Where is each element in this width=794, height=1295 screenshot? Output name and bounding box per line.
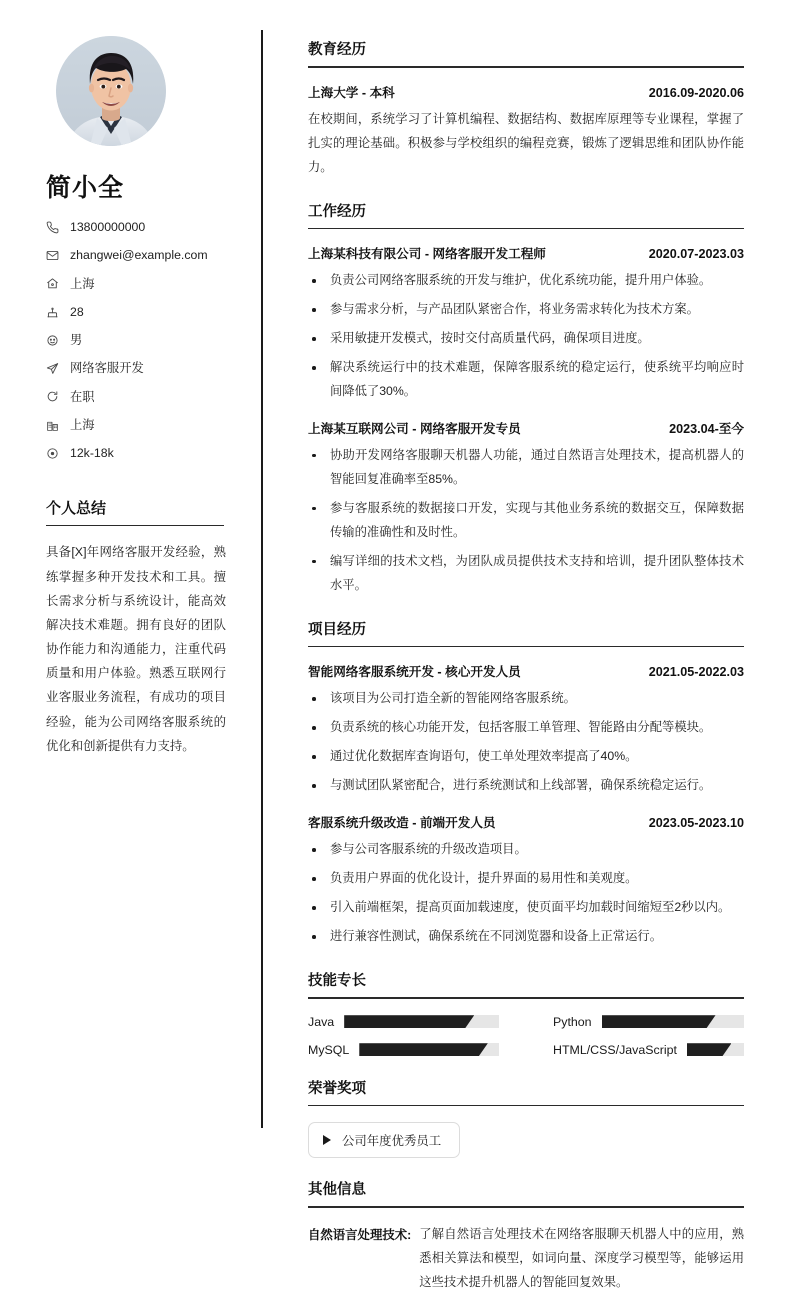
summary-body: 具备[X]年网络客服开发经验，熟练掌握多种开发技术和工具。擅长需求分析与系统设计，能高效解决技术难题。拥有良好的团队协作能力和沟通能力，注重代码质量和用户体验。熟悉互联网行业客服业务流程，有成功的项目经验，能为公司网络客服系统的优化和创新提供有力支持。 (46, 545, 226, 753)
contact-item-status (44, 390, 240, 405)
skill-bar-fill (602, 1015, 716, 1028)
avatar (56, 36, 166, 146)
summary-rule (46, 525, 224, 527)
contact-value: 男 (70, 333, 83, 347)
person-name: 简小全 (46, 174, 125, 202)
contact-item-city (44, 418, 240, 433)
education-heading: 教育经历 (308, 42, 366, 58)
education-rule (308, 66, 744, 68)
skill-name: Java (308, 1014, 335, 1029)
projects-section (308, 618, 744, 949)
skill-bar-track (359, 1043, 499, 1056)
entry-title: 上海某科技有限公司 - 网络客服开发工程师 (308, 247, 546, 262)
skill-bar-fill (359, 1043, 488, 1056)
bullet-list (308, 838, 744, 949)
bullet-item: 负责公司网络客服系统的开发与维护，优化系统功能，提升用户体验。 (308, 269, 744, 293)
projects-heading: 项目经历 (308, 621, 366, 638)
cake-icon (44, 306, 61, 319)
contact-item-hometown (44, 277, 240, 292)
bullet-list (308, 687, 744, 798)
bullet-item: 参与客服系统的数据接口开发，实现与其他业务系统的数据交互，保障数据传输的准确性和及时性。 (308, 497, 744, 545)
skill-row (308, 1043, 499, 1057)
summary-heading: 个人总结 (46, 499, 107, 517)
column-divider (261, 30, 263, 1128)
summary-section (44, 497, 240, 758)
target-icon (44, 447, 61, 460)
contact-item-gender (44, 333, 240, 348)
entry-date: 2023.04-至今 (669, 421, 744, 436)
building-icon (44, 419, 61, 432)
education-entry (308, 82, 744, 180)
entry-header (308, 812, 744, 831)
contact-item-job-target (44, 361, 240, 376)
contact-item-salary (44, 446, 240, 461)
awards-list (308, 1122, 744, 1158)
entry-header (308, 243, 744, 262)
avatar-photo (56, 36, 166, 146)
work-section (308, 200, 744, 598)
other-info-section (308, 1178, 744, 1295)
skills-heading: 技能专长 (308, 973, 366, 990)
skill-bar-track (344, 1015, 499, 1028)
phone-icon (44, 221, 61, 234)
entry-date: 2021.05-2022.03 (648, 665, 744, 680)
skill-name: Python (553, 1014, 592, 1029)
bullet-item: 参与需求分析，与产品团队紧密合作，将业务需求转化为技术方案。 (308, 298, 744, 322)
paper-plane-icon (44, 362, 61, 375)
sidebar (0, 0, 262, 1166)
work-heading: 工作经历 (308, 203, 366, 220)
skill-row (553, 1043, 744, 1057)
skills-section (308, 969, 744, 1057)
entry-title: 客服系统升级改造 - 前端开发人员 (308, 816, 496, 831)
contact-value: 13800000000 (70, 220, 146, 234)
entry-date: 2020.07-2023.03 (648, 247, 744, 262)
other-info-label: 自然语言处理技术: (308, 1227, 412, 1242)
project-entry (308, 661, 744, 798)
skill-bar-track (602, 1015, 744, 1028)
bullet-item: 编写详细的技术文档，为团队成员提供技术支持和培训，提升团队整体技术水平。 (308, 550, 744, 598)
bullet-item: 进行兼容性测试，确保系统在不同浏览器和设备上正常运行。 (308, 925, 744, 949)
envelope-icon (44, 249, 61, 262)
other-info-rule (308, 1206, 744, 1208)
skill-bar-fill (687, 1043, 732, 1056)
bullet-item: 协助开发网络客服聊天机器人功能，通过自然语言处理技术，提高机器人的智能回复准确率至85%。 (308, 444, 744, 492)
other-info-row (308, 1223, 744, 1295)
entry-description: 在校期间，系统学习了计算机编程、数据结构、数据库原理等专业课程，掌握了扎实的理论基础。积极参与学校组织的编程竞赛，锻炼了逻辑思维和团队协作能力。 (308, 111, 744, 174)
refresh-icon (44, 390, 61, 403)
contact-list (44, 220, 240, 461)
education-section (308, 38, 744, 180)
entry-header (308, 82, 744, 101)
bullet-item: 通过优化数据库查询语句，使工单处理效率提高了40%。 (308, 745, 744, 769)
bullet-item: 负责系统的核心功能开发，包括客服工单管理、智能路由分配等模块。 (308, 716, 744, 740)
skill-bar-fill (344, 1015, 474, 1028)
entry-date: 2016.09-2020.06 (648, 85, 744, 100)
entry-title: 上海某互联网公司 - 网络客服开发专员 (308, 421, 521, 436)
play-triangle-icon (323, 1135, 331, 1145)
contact-value: 网络客服开发 (70, 361, 144, 376)
contact-item-phone (44, 220, 240, 235)
bullet-item: 该项目为公司打造全新的智能网络客服系统。 (308, 687, 744, 711)
contact-value: zhangwei@example.com (70, 248, 208, 263)
contact-value: 上海 (70, 276, 95, 291)
bullet-list (308, 444, 744, 598)
bullet-item: 参与公司客服系统的升级改造项目。 (308, 838, 744, 862)
other-info-value: 了解自然语言处理技术在网络客服聊天机器人中的应用，熟悉相关算法和模型，如词向量、深度学习模型等，能够运用这些技术提升机器人的智能回复效果。 (419, 1226, 744, 1289)
awards-section (308, 1077, 744, 1159)
entry-header (308, 661, 744, 680)
gender-icon (44, 334, 61, 347)
project-entry (308, 812, 744, 949)
bullet-item: 与测试团队紧密配合，进行系统测试和上线部署，确保系统稳定运行。 (308, 774, 744, 798)
home-icon (44, 277, 61, 290)
bullet-item: 采用敏捷开发模式，按时交付高质量代码，确保项目进度。 (308, 327, 744, 351)
awards-rule (308, 1105, 744, 1107)
skill-row (553, 1015, 744, 1029)
skill-name: HTML/CSS/JavaScript (553, 1042, 677, 1057)
skill-row (308, 1015, 499, 1029)
bullet-item: 解决系统运行中的技术难题，保障客服系统的稳定运行，使系统平均响应时间降低了30%。 (308, 356, 744, 404)
contact-value: 12k-18k (70, 446, 114, 460)
bullet-item: 负责用户界面的优化设计，提升界面的易用性和美观度。 (308, 867, 744, 891)
contact-value: 上海 (70, 417, 95, 432)
other-info-heading: 其他信息 (308, 1182, 366, 1199)
contact-item-age (44, 305, 240, 320)
contact-value: 在职 (70, 389, 95, 404)
bullet-item: 引入前端框架，提高页面加载速度，使页面平均加载时间缩短至2秒以内。 (308, 896, 744, 920)
entry-header (308, 418, 744, 437)
projects-rule (308, 646, 744, 648)
bullet-list (308, 269, 744, 404)
work-entry (308, 418, 744, 598)
skill-bar-track (687, 1043, 744, 1056)
main-column (262, 0, 794, 1289)
skill-name: MySQL (308, 1042, 350, 1057)
contact-value: 28 (70, 304, 84, 319)
work-entry (308, 243, 744, 404)
contact-item-email (44, 248, 240, 263)
work-rule (308, 228, 744, 230)
entry-date: 2023.05-2023.10 (648, 816, 744, 831)
entry-title: 上海大学 - 本科 (308, 85, 395, 100)
award-label: 公司年度优秀员工 (342, 1134, 442, 1149)
skills-grid (308, 1015, 744, 1057)
skills-rule (308, 997, 744, 999)
entry-title: 智能网络客服系统开发 - 核心开发人员 (308, 665, 521, 680)
award-tag[interactable] (308, 1122, 460, 1158)
awards-heading: 荣誉奖项 (308, 1080, 366, 1097)
